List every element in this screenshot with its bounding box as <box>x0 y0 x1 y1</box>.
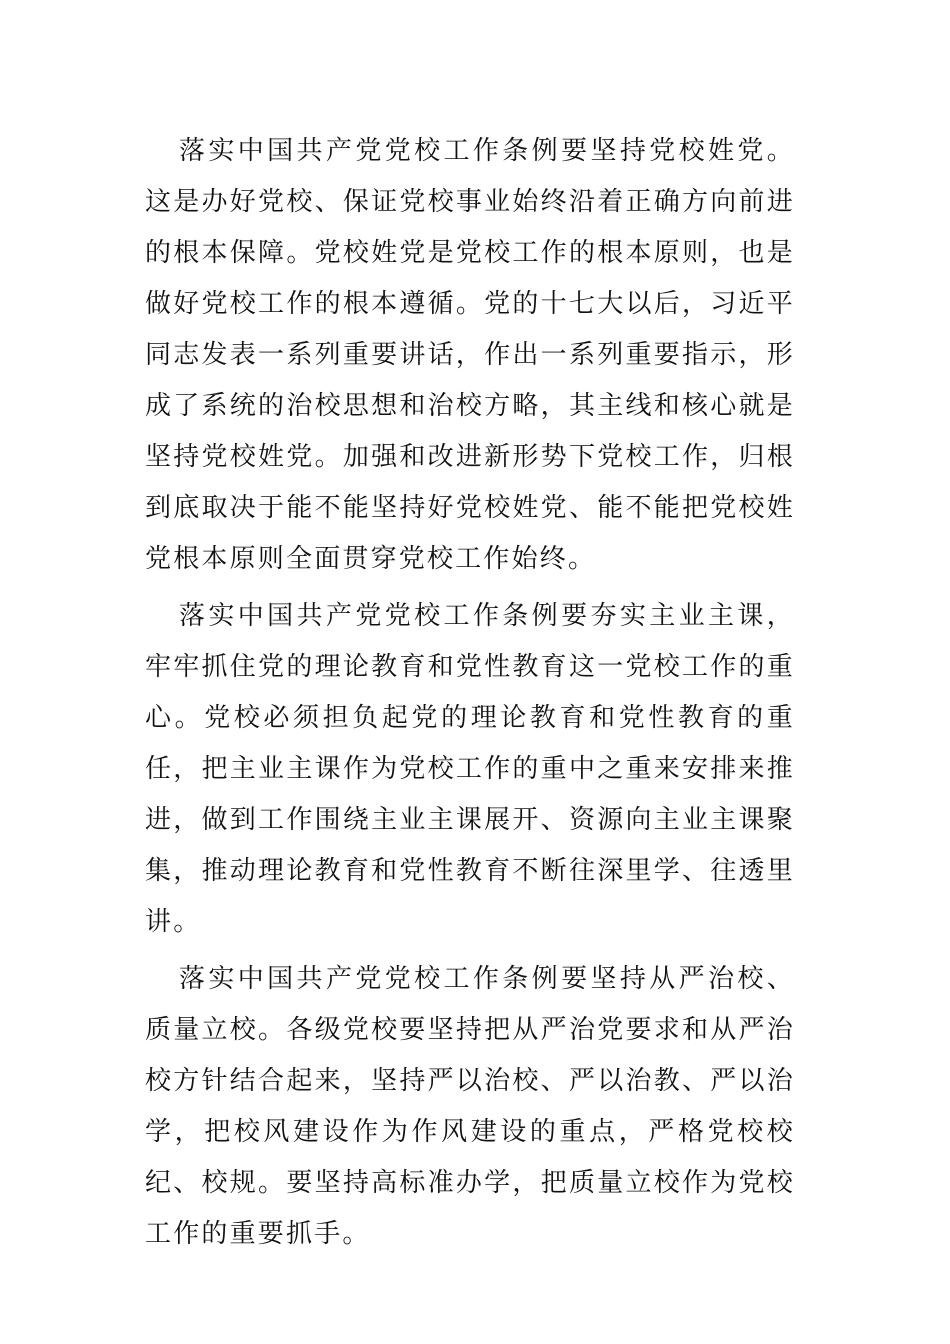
document-body <box>145 126 795 1266</box>
paragraph-1: 落实中国共产党党校工作条例要坚持党校姓党。这是办好党校、保证党校事业始终沿着正确方向前进的根本保障。党校姓党是党校工作的根本原则，也是做好党校工作的根本遵循。党的十七大以后，习近平同志发表一系列重要讲话，作出一系列重要指示，形成了系统的治校思想和治校方略，其主线和核心就是坚持党校姓党。加强和改进新形势下党校工作，归根到底取决于能不能坚持好党校姓党、能不能把党校姓党根本原则全面贯穿党校工作始终。 <box>145 136 795 574</box>
paragraph-3: 落实中国共产党党校工作条例要坚持从严治校、质量立校。各级党校要坚持把从严治党要求和从严治校方针结合起来，坚持严以治校、严以治教、严以治学，把校风建设作为作风建设的重点，严格党校校纪、校规。要坚持高标准办学，把质量立校作为党校工作的重要抓手。 <box>145 964 795 1249</box>
paragraph-2: 落实中国共产党党校工作条例要夯实主业主课，牢牢抓住党的理论教育和党性教育这一党校工作的重心。党校必须担负起党的理论教育和党性教育的重任，把主业主课作为党校工作的重中之重来安排来推进，做到工作围绕主业主课展开、资源向主业主课聚集，推动理论教育和党性教育不断往深里学、往透里讲。 <box>145 601 795 937</box>
